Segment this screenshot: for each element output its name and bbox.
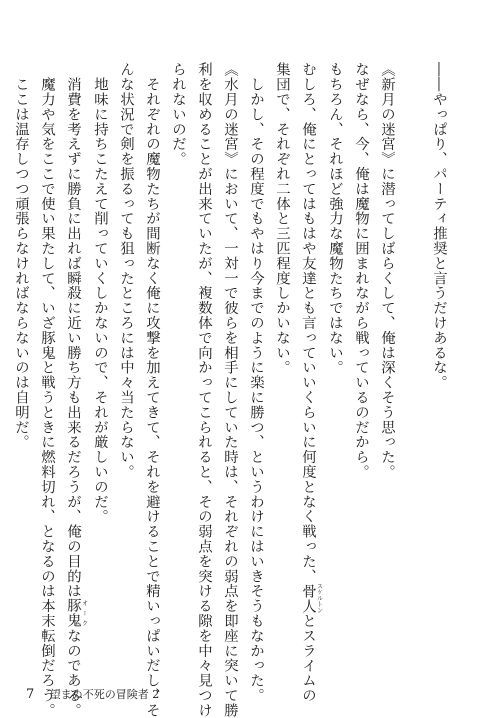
book-title: 望まぬ不死の冒険者 2 [49,688,160,701]
ruby-skeleton [300,583,323,614]
page-footer [26,686,159,702]
paragraph-13: んな状況で剣を振るっても狙ったところには中々当たらない。 [118,62,134,480]
paragraph-16: 魔力や気をここで使い果たして、いざ豚鬼と戦うときに燃料切れ、となるのは本末転倒だろう。 [39,62,55,718]
page-number: 7 [26,687,35,702]
paragraph-10: 利を収めることが出来ていたが、複数体で向かってこられると、その弱点を突ける隙を中々見つけ [196,62,212,718]
ruby-skeleton-base: 骨人 [300,583,316,614]
paragraph-7: 集団で、それぞれ二体と三匹程度しかいない。 [274,62,290,375]
paragraph-9: 《水月の迷宮》において、一対一で彼らを相手にしていた時は、それぞれの弱点を即座に突いて勝 [222,62,238,718]
paragraph-5: もちろん、それほど強力な魔物たちではない。 [327,62,343,375]
paragraph-3: 《新月の迷宮》に潜ってしばらくして、俺は深くそう思った。 [379,62,395,480]
paragraph-17: ここは温存しつつ頑張らなければならないのは自明だ。 [13,62,29,450]
paragraph-15: 消費を考えずに勝負に出れば瞬殺に近い勝ち方も出来るだろうが、俺の目的は豚鬼 オークなのである。 [65,62,88,718]
ruby-orc-base: 豚鬼 [65,598,81,629]
paragraph-12: それぞれの魔物たちが間断なく俺に攻撃を加えてきて、それを避けることで精いっぱいだし、そ [144,62,160,718]
ruby-orc [65,598,88,629]
paragraph-14: 地味に持ちこたえて削っていくしかないので、それが厳しいのだ。 [92,62,108,524]
paragraph-11: られないのだ。 [170,62,186,167]
ruby-orc-reading: オーク [80,598,88,629]
blank-line [400,62,426,658]
paragraph-4: なぜなら、今、俺は魔物に囲まれながら戦っているのだから。 [353,62,369,480]
ruby-skeleton-reading: スケルトン [315,583,323,614]
paragraph-6: むしろ、俺にとってはもはや友達とも言っていいくらいに何度となく戦った、骨人 スケルトンとスライムの [300,62,323,703]
paragraph-8: しかし、その程度でもやはり今までのように楽に勝つ、というわけにはいきそうもなかった。 [248,62,264,703]
paragraph-1: ――やっぱり、パーティ推奨と言うだけあるな。 [431,62,447,390]
